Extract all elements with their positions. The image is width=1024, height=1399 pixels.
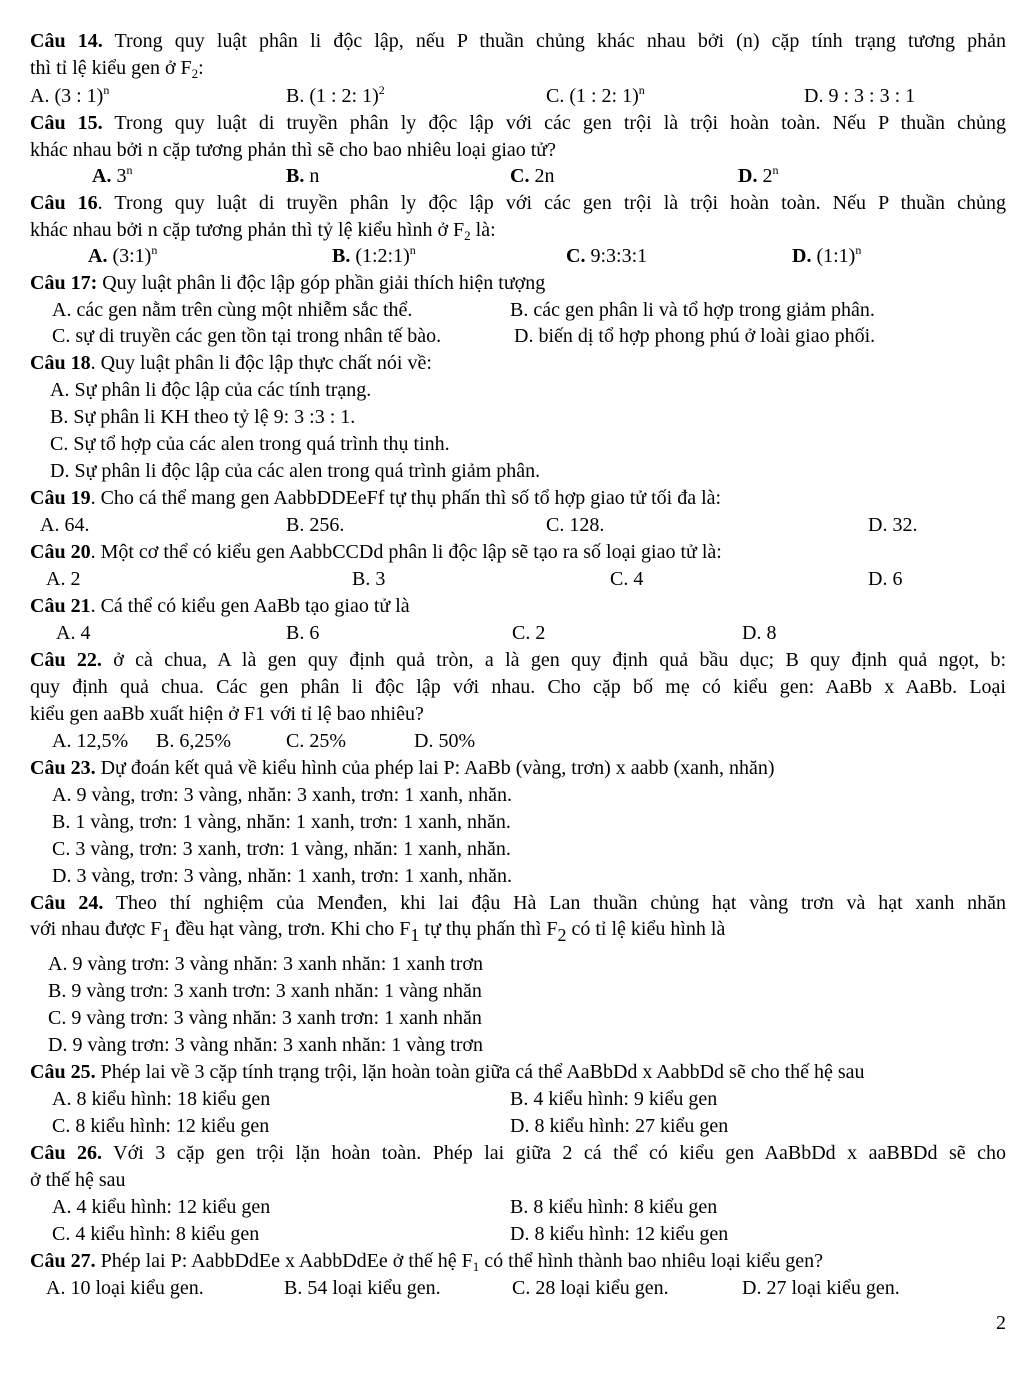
- question-24-line-1: [30, 890, 1006, 916]
- question-22-option-b[interactable]: B. 6,25%: [156, 730, 231, 752]
- question-18-option-d[interactable]: D. Sự phân li độc lập của các alen trong quá trình giảm phân.: [50, 460, 541, 482]
- question-16-option-a[interactable]: A. (3:1)$^n$: [88, 243, 158, 267]
- question-15-option-c[interactable]: C. 2n: [510, 165, 555, 187]
- question-25-option-c[interactable]: C. 8 kiểu hình: 12 kiểu gen: [52, 1115, 270, 1137]
- question-15-option-a[interactable]: A. 3$^n$: [92, 163, 133, 187]
- question-21-option-b[interactable]: B. 6: [286, 622, 320, 644]
- question-15-line-2: khác nhau bởi n cặp tương phản thì sẽ cho bao nhiêu loại giao tử?: [30, 139, 557, 161]
- question-14-line-2: thì tỉ lệ kiểu gen ở $F_2$:: [30, 57, 204, 81]
- question-24-line-2: với nhau được F1 đều hạt vàng, trơn. Khi cho F1 tự thụ phấn thì F2 có tỉ lệ kiểu hình là: [30, 918, 726, 945]
- question-22-option-a[interactable]: A. 12,5%: [52, 730, 129, 752]
- question-14-option-d[interactable]: D. 9 : 3 : 3 : 1: [804, 85, 916, 107]
- question-27-number: Câu 27.: [30, 1250, 96, 1272]
- question-19-option-a[interactable]: A. 64.: [40, 514, 90, 536]
- question-23-option-a[interactable]: A. 9 vàng, trơn: 3 vàng, nhăn: 3 xanh, trơn: 1 xanh, nhăn.: [52, 784, 512, 806]
- question-26-option-c[interactable]: C. 4 kiểu hình: 8 kiểu gen: [52, 1223, 260, 1245]
- question-15-number: Câu 15.: [30, 112, 103, 134]
- question-17-option-b[interactable]: B. các gen phân li và tổ hợp trong giảm phân.: [510, 299, 875, 321]
- question-14-line-1: [30, 28, 1006, 54]
- question-27-option-c[interactable]: C. 28 loại kiểu gen.: [512, 1277, 669, 1299]
- question-19-text: . Cho cá thể mang gen AabbDDEeFf tự thụ phấn thì số tổ hợp giao tử tối đa là:: [90, 487, 722, 509]
- question-22-line-1: [30, 647, 1006, 673]
- question-15-option-d[interactable]: D. 2$^n$: [738, 163, 779, 187]
- question-24-number: Câu 24.: [30, 892, 104, 914]
- question-22-text: ở cà chua, A là gen quy định quả tròn, a là gen quy định quả bầu dục; B quy định quả ngọt, b:: [113, 649, 1006, 671]
- question-19-number: Câu 19: [30, 487, 91, 509]
- question-21-text: . Cá thể có kiểu gen AaBb tạo giao tử là: [90, 595, 410, 617]
- question-26-line-2: ở thế hệ sau: [30, 1169, 126, 1191]
- question-17-number: Câu 17:: [30, 272, 98, 294]
- question-15-option-b[interactable]: B. n: [286, 165, 320, 187]
- question-22-line-2: quy định quả chua. Các gen phân li độc lập với nhau. Cho cặp bố mẹ có kiểu gen: AaBb x AaBb. Loại: [30, 676, 1006, 698]
- page-number: 2: [996, 1312, 1006, 1334]
- question-23-option-d[interactable]: D. 3 vàng, trơn: 3 vàng, nhăn: 1 xanh, trơn: 1 xanh, nhăn.: [52, 865, 512, 887]
- question-20-option-b[interactable]: B. 3: [352, 568, 386, 590]
- question-24-option-d[interactable]: D. 9 vàng trơn: 3 vàng nhăn: 3 xanh nhăn: 1 vàng trơn: [48, 1034, 483, 1056]
- question-24-option-c[interactable]: C. 9 vàng trơn: 3 vàng nhăn: 3 xanh trơn: 1 xanh nhăn: [48, 1007, 482, 1029]
- question-19-option-b[interactable]: B. 256.: [286, 514, 345, 536]
- question-24-option-b[interactable]: B. 9 vàng trơn: 3 xanh trơn: 3 xanh nhăn: 1 vàng nhăn: [48, 980, 482, 1002]
- question-27-option-b[interactable]: B. 54 loại kiểu gen.: [284, 1277, 441, 1299]
- question-17-option-a[interactable]: A. các gen nằm trên cùng một nhiễm sắc thể.: [52, 299, 413, 321]
- question-25-line-1: [30, 1059, 1006, 1085]
- question-18-option-b[interactable]: B. Sự phân li KH theo tỷ lệ 9: 3 :3 : 1.: [50, 406, 356, 428]
- question-22-option-d[interactable]: D. 50%: [414, 730, 476, 752]
- question-20-line-1: [30, 539, 1006, 565]
- question-21-number: Câu 21: [30, 595, 91, 617]
- question-17-text: Quy luật phân li độc lập góp phần giải thích hiện tượng: [102, 272, 546, 294]
- question-25-option-a[interactable]: A. 8 kiểu hình: 18 kiểu gen: [52, 1088, 271, 1110]
- question-18-number: Câu 18: [30, 352, 91, 374]
- question-14-option-b[interactable]: B. (1 : 2: 1)$^2$: [286, 83, 385, 107]
- question-23-line-1: [30, 755, 1006, 781]
- question-21-line-1: [30, 593, 1006, 619]
- question-14-number: Câu 14.: [30, 30, 103, 52]
- question-23-text: Dự đoán kết quả về kiểu hình của phép lai P: AaBb (vàng, trơn) x aabb (xanh, nhăn): [100, 757, 775, 779]
- question-25-number: Câu 25.: [30, 1061, 96, 1083]
- question-17-option-c[interactable]: C. sự di truyền các gen tồn tại trong nhân tế bào.: [52, 325, 442, 347]
- question-22-line-3: kiểu gen aaBb xuất hiện ở F1 với tỉ lệ bao nhiêu?: [30, 703, 424, 725]
- question-16-line-1: [30, 190, 1006, 216]
- question-20-number: Câu 20: [30, 541, 91, 563]
- question-25-text: Phép lai về 3 cặp tính trạng trội, lặn hoàn toàn giữa cá thể AaBbDd x AabbDd sẽ cho thế hệ sau: [100, 1061, 865, 1083]
- question-20-option-d[interactable]: D. 6: [868, 568, 903, 590]
- question-26-option-d[interactable]: D. 8 kiểu hình: 12 kiểu gen: [510, 1223, 729, 1245]
- question-16-text: . Trong quy luật di truyền phân ly độc lập với các gen trội là trội hoàn toàn. Nếu P thuần chủng: [97, 192, 1006, 214]
- question-16-line-2: khác nhau bởi n cặp tương phản thì tỷ lệ kiểu hình ở $F_2$ là:: [30, 219, 496, 243]
- question-17-line-1: [30, 270, 1006, 296]
- question-21-option-d[interactable]: D. 8: [742, 622, 777, 644]
- question-15-line-1: [30, 110, 1006, 136]
- question-19-option-c[interactable]: C. 128.: [546, 514, 605, 536]
- question-17-option-d[interactable]: D. biến dị tổ hợp phong phú ở loài giao phối.: [514, 325, 876, 347]
- question-20-option-c[interactable]: C. 4: [610, 568, 644, 590]
- question-26-line-1: [30, 1140, 1006, 1166]
- question-22-number: Câu 22.: [30, 649, 102, 671]
- question-22-option-c[interactable]: C. 25%: [286, 730, 346, 752]
- question-16-option-d[interactable]: D. (1:1)$^n$: [792, 243, 862, 267]
- question-21-option-c[interactable]: C. 2: [512, 622, 546, 644]
- question-27-option-a[interactable]: A. 10 loại kiểu gen.: [46, 1277, 204, 1299]
- question-19-line-1: [30, 485, 1006, 511]
- question-24-text: Theo thí nghiệm của Menđen, khi lai đậu Hà Lan thuần chủng hạt vàng trơn và hạt xanh nhăn: [115, 892, 1006, 914]
- question-20-text: . Một cơ thể có kiểu gen AabbCCDd phân li độc lập sẽ tạo ra số loại giao tử là:: [90, 541, 722, 563]
- question-16-option-b[interactable]: B. (1:2:1)$^n$: [332, 243, 416, 267]
- question-23-option-b[interactable]: B. 1 vàng, trơn: 1 vàng, nhăn: 1 xanh, trơn: 1 xanh, nhăn.: [52, 811, 511, 833]
- question-18-option-a[interactable]: A. Sự phân li độc lập của các tính trạng.: [50, 379, 372, 401]
- question-23-number: Câu 23.: [30, 757, 96, 779]
- question-26-option-b[interactable]: B. 8 kiểu hình: 8 kiểu gen: [510, 1196, 718, 1218]
- question-26-number: Câu 26.: [30, 1142, 103, 1164]
- question-25-option-d[interactable]: D. 8 kiểu hình: 27 kiểu gen: [510, 1115, 729, 1137]
- question-14-option-a[interactable]: A. (3 : 1)$^n$: [30, 83, 110, 107]
- question-20-option-a[interactable]: A. 2: [46, 568, 81, 590]
- question-18-text: . Quy luật phân li độc lập thực chất nói về:: [90, 352, 432, 374]
- question-18-option-c[interactable]: C. Sự tổ hợp của các alen trong quá trình thụ tinh.: [50, 433, 450, 455]
- question-24-option-a[interactable]: A. 9 vàng trơn: 3 vàng nhăn: 3 xanh nhăn: 1 xanh trơn: [48, 953, 483, 975]
- question-27-line-1: Câu 27. Phép lai P: AabbDdEe x AabbDdEe ở thế hệ $F_1$ có thể hình thành bao nhiêu loại kiểu gen?: [30, 1250, 824, 1274]
- question-26-option-a[interactable]: A. 4 kiểu hình: 12 kiểu gen: [52, 1196, 271, 1218]
- question-19-option-d[interactable]: D. 32.: [868, 514, 918, 536]
- question-23-option-c[interactable]: C. 3 vàng, trơn: 3 xanh, trơn: 1 vàng, nhăn: 1 xanh, nhăn.: [52, 838, 511, 860]
- question-15-text: Trong quy luật di truyền phân ly độc lập với các gen trội là trội hoàn toàn. Nếu P thuần chủng: [114, 112, 1006, 134]
- question-25-option-b[interactable]: B. 4 kiểu hình: 9 kiểu gen: [510, 1088, 718, 1110]
- question-27-option-d[interactable]: D. 27 loại kiểu gen.: [742, 1277, 900, 1299]
- question-26-text: Với 3 cặp gen trội lặn hoàn toàn. Phép lai giữa 2 cá thể có kiểu gen AaBbDd x aaBBDd sẽ cho: [113, 1142, 1006, 1164]
- question-21-option-a[interactable]: A. 4: [56, 622, 91, 644]
- question-14-option-c[interactable]: C. (1 : 2: 1)$^n$: [546, 83, 645, 107]
- question-16-option-c[interactable]: C. 9:3:3:1: [566, 245, 648, 267]
- question-18-line-1: [30, 350, 1006, 376]
- question-16-number: Câu 16: [30, 192, 98, 214]
- question-14-text: Trong quy luật phân li độc lập, nếu P thuần chủng khác nhau bởi (n) cặp tính trạng tương phản: [114, 30, 1006, 52]
